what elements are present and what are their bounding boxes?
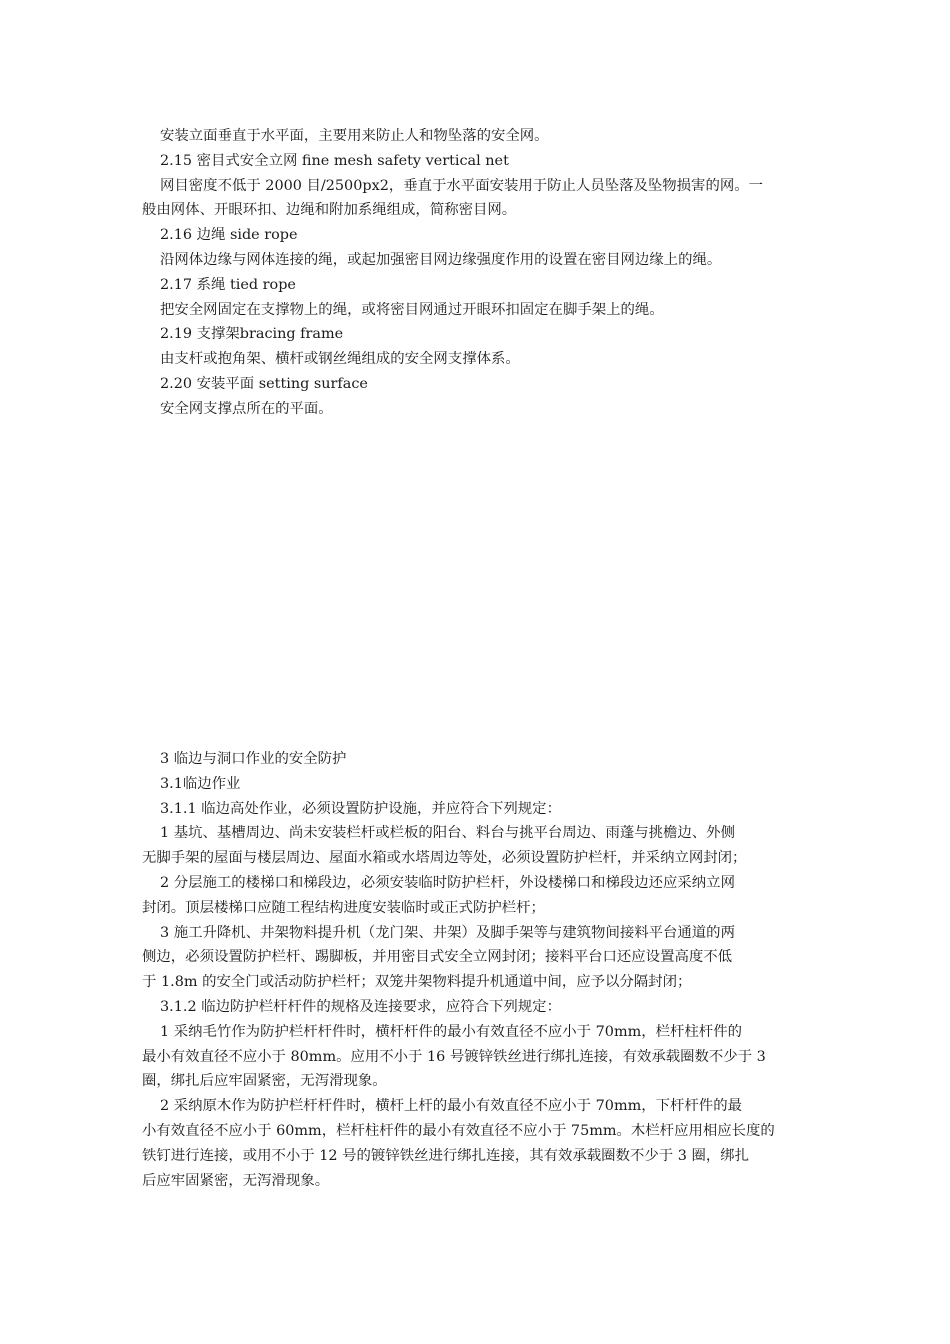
paragraph-line: 般由网体、开眼环扣、边绳和附加系绳组成，简称密目网。 (142, 202, 517, 219)
list-item-line: 最小有效直径不应小于 80mm。应用不小于 16 号镀锌铁丝进行绑扎连接，有效承载圈数不少于 3 (142, 1048, 766, 1065)
heading-3-1-1: 3.1.1 临边高处作业，必须设置防护设施，并应符合下列规定： (160, 800, 561, 817)
list-item-line: 封闭。顶层楼梯口应随工程结构进度安装临时或正式防护栏杆； (142, 899, 545, 916)
list-item-line: 于 1.8m 的安全门或活动防护栏杆；双笼井架物料提升机通道中间，应予以分隔封闭； (142, 974, 692, 991)
list-item-line: 无脚手架的屋面与楼层周边、屋面水箱或水塔周边等处，必须设置防护栏杆，并采纳立网封闭； (142, 850, 747, 867)
paragraph-line: 沿网体边缘与网体连接的绳，或起加强密目网边缘强度作用的设置在密目网边缘上的绳。 (160, 251, 722, 268)
paragraph-line: 把安全网固定在支撑物上的绳，或将密目网通过开眼环扣固定在脚手架上的绳。 (160, 301, 664, 318)
list-item-line: 2 分层施工的楼梯口和梯段边，必须安装临时防护栏杆，外设楼梯口和梯段边还应采纳立网 (160, 874, 735, 891)
definitions-block (142, 124, 806, 422)
list-item-line: 1 基坑、基槽周边、尚未安装栏杆或栏板的阳台、料台与挑平台周边、雨蓬与挑檐边、外侧 (160, 825, 735, 842)
list-item-line: 1 采纳毛竹作为防护栏杆杆件时，横杆杆件的最小有效直径不应小于 70mm，栏杆柱杆件的 (160, 1023, 742, 1040)
heading-2-19: 2.19 支撑架bracing frame (160, 326, 344, 343)
heading-2-16: 2.16 边绳 side rope (160, 227, 298, 244)
heading-3-1-2: 3.1.2 临边防护栏杆杆件的规格及连接要求，应符合下列规定： (160, 998, 561, 1015)
paragraph-line: 安全网支撑点所在的平面。 (160, 400, 333, 417)
edge-protection-section (142, 747, 806, 1193)
list-item-line: 后应牢固紧密，无泻滑现象。 (142, 1172, 330, 1189)
list-item-line: 3 施工升降机、井架物料提升机（龙门架、井架）及脚手架等与建筑物间接料平台通道的两 (160, 924, 735, 941)
heading-2-20: 2.20 安装平面 setting surface (160, 375, 368, 392)
paragraph-line: 网目密度不低于 2000 目/2500px2，垂直于水平面安装用于防止人员坠落及坠物损害的网。一 (160, 177, 764, 194)
list-item-line: 2 采纳原木作为防护栏杆杆件时，横杆上杆的最小有效直径不应小于 70mm，下杆杆件的最 (160, 1098, 742, 1115)
heading-3-1: 3.1临边作业 (160, 775, 241, 792)
list-item-line: 小有效直径不应小于 60mm，栏杆柱杆件的最小有效直径不应小于 75mm。木栏杆应用相应长度的 (142, 1122, 775, 1139)
heading-2-17: 2.17 系绳 tied rope (160, 276, 296, 293)
heading-3: 3 临边与洞口作业的安全防护 (160, 751, 347, 767)
paragraph-line: 由支杆或抱角架、横杆或钢丝绳组成的安全网支撑体系。 (160, 351, 520, 368)
paragraph-line: 安装立面垂直于水平面，主要用来防止人和物坠落的安全网。 (160, 128, 549, 144)
list-item-line: 侧边，必须设置防护栏杆、踢脚板，并用密目式安全立网封闭；接料平台口还应设置高度不低 (142, 949, 733, 966)
list-item-line: 铁钉进行连接，或用不小于 12 号的镀锌铁丝进行绑扎连接，其有效承载圈数不少于 3 圈，绑扎 (142, 1147, 750, 1164)
list-item-line: 圈，绑扎后应牢固紧密，无泻滑现象。 (142, 1073, 387, 1090)
heading-2-15: 2.15 密目式安全立网 fine mesh safety vertical net (160, 152, 509, 169)
